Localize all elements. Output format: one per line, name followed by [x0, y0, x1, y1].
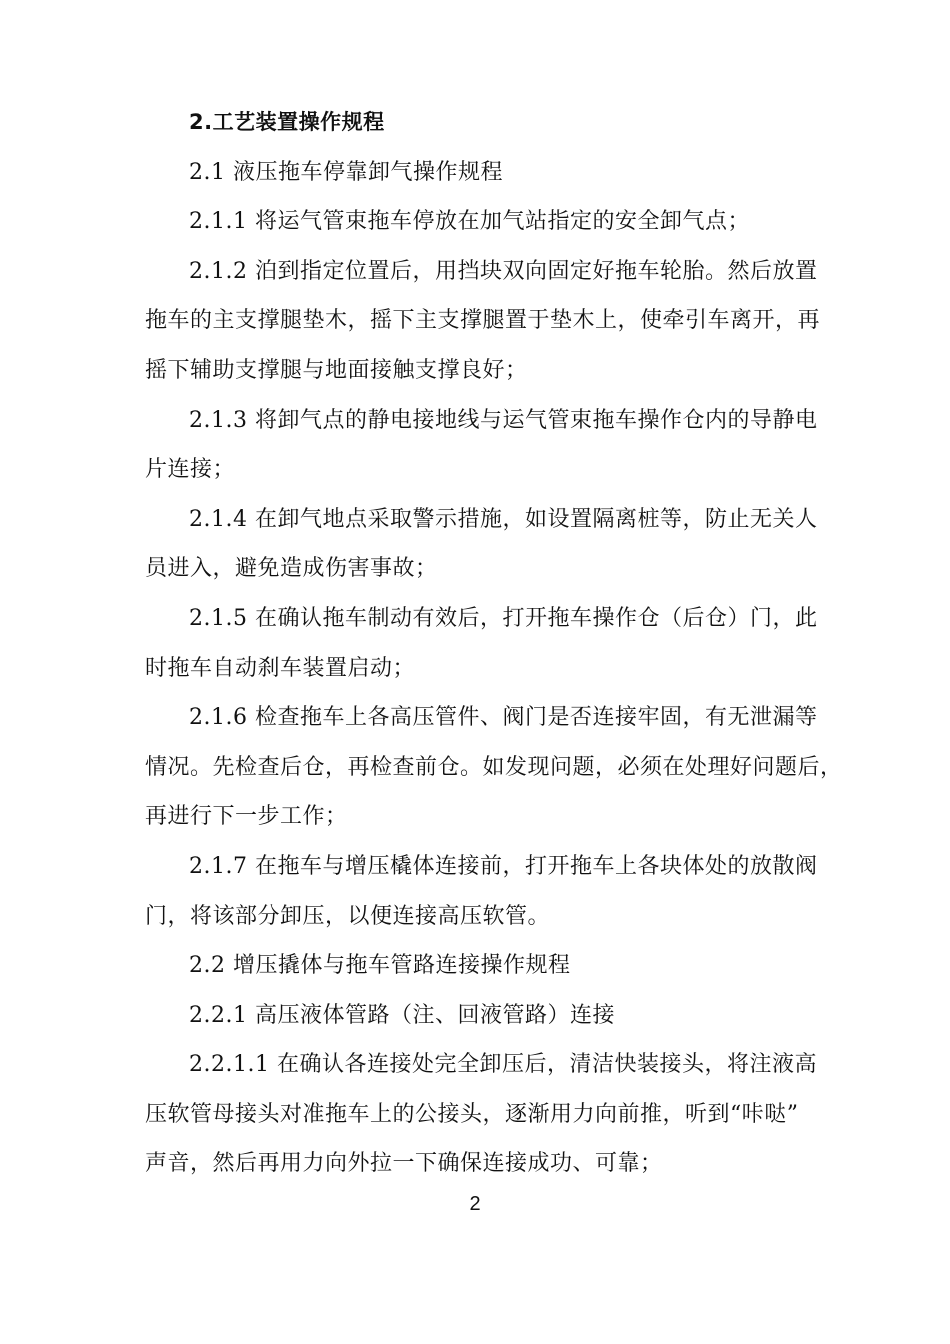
paragraph-line: 2.1.1 将运气管束拖车停放在加气站指定的安全卸气点； [189, 209, 750, 235]
paragraph-line: 2.1.7 在拖车与增压橇体连接前，打开拖车上各块体处的放散阀 [189, 853, 818, 879]
paragraph-line: 2.2.1.1 在确认各连接处完全卸压后，清洁快装接头，将注液高 [189, 1052, 817, 1078]
paragraph-line: 2.1.4 在卸气地点采取警示措施，如设置隔离桩等，防止无关人 [189, 506, 818, 532]
subsection-title: 2.1 液压拖车停靠卸气操作规程 [189, 159, 503, 185]
paragraph-line: 2.1.5 在确认拖车制动有效后，打开拖车操作仓（后仓）门，此 [189, 605, 818, 631]
page-number: 2 [469, 1193, 481, 1215]
paragraph-line: 2.1.2 泊到指定位置后，用挡块双向固定好拖车轮胎。然后放置 [189, 258, 818, 284]
paragraph-line: 门，将该部分卸压，以便连接高压软管。 [145, 903, 551, 929]
paragraph-line: 2.1.6 检查拖车上各高压管件、阀门是否连接牢固，有无泄漏等 [189, 705, 818, 731]
paragraph-line: 时拖车自动刹车装置启动； [145, 655, 416, 681]
paragraph-line: 片连接； [145, 457, 236, 483]
paragraph-line: 压软管母接头对准拖车上的公接头，逐渐用力向前推，听到“咔哒” [145, 1101, 799, 1127]
paragraph-line: 声音，然后再用力向外拉一下确保连接成功、可靠； [145, 1151, 663, 1177]
paragraph-line: 2.1.3 将卸气点的静电接地线与运气管束拖车操作仓内的导静电 [189, 407, 818, 433]
paragraph-line: 摇下辅助支撑腿与地面接触支撑良好； [145, 357, 528, 383]
subsection-title: 2.2.1 高压液体管路（注、回液管路）连接 [189, 1002, 615, 1028]
paragraph-line: 再进行下一步工作； [145, 804, 348, 830]
section-heading: 2.工艺装置操作规程 [189, 110, 385, 134]
document-body [145, 98, 843, 1189]
paragraph-line: 员进入，避免造成伤害事故； [145, 556, 438, 582]
paragraph-line: 情况。先检查后仓，再检查前仓。如发现问题，必须在处理好问题后， [145, 754, 843, 780]
subsection-title: 2.2 增压撬体与拖车管路连接操作规程 [189, 953, 571, 979]
paragraph-line: 拖车的主支撑腿垫木，摇下主支撑腿置于垫木上，使牵引车离开，再 [145, 308, 821, 334]
